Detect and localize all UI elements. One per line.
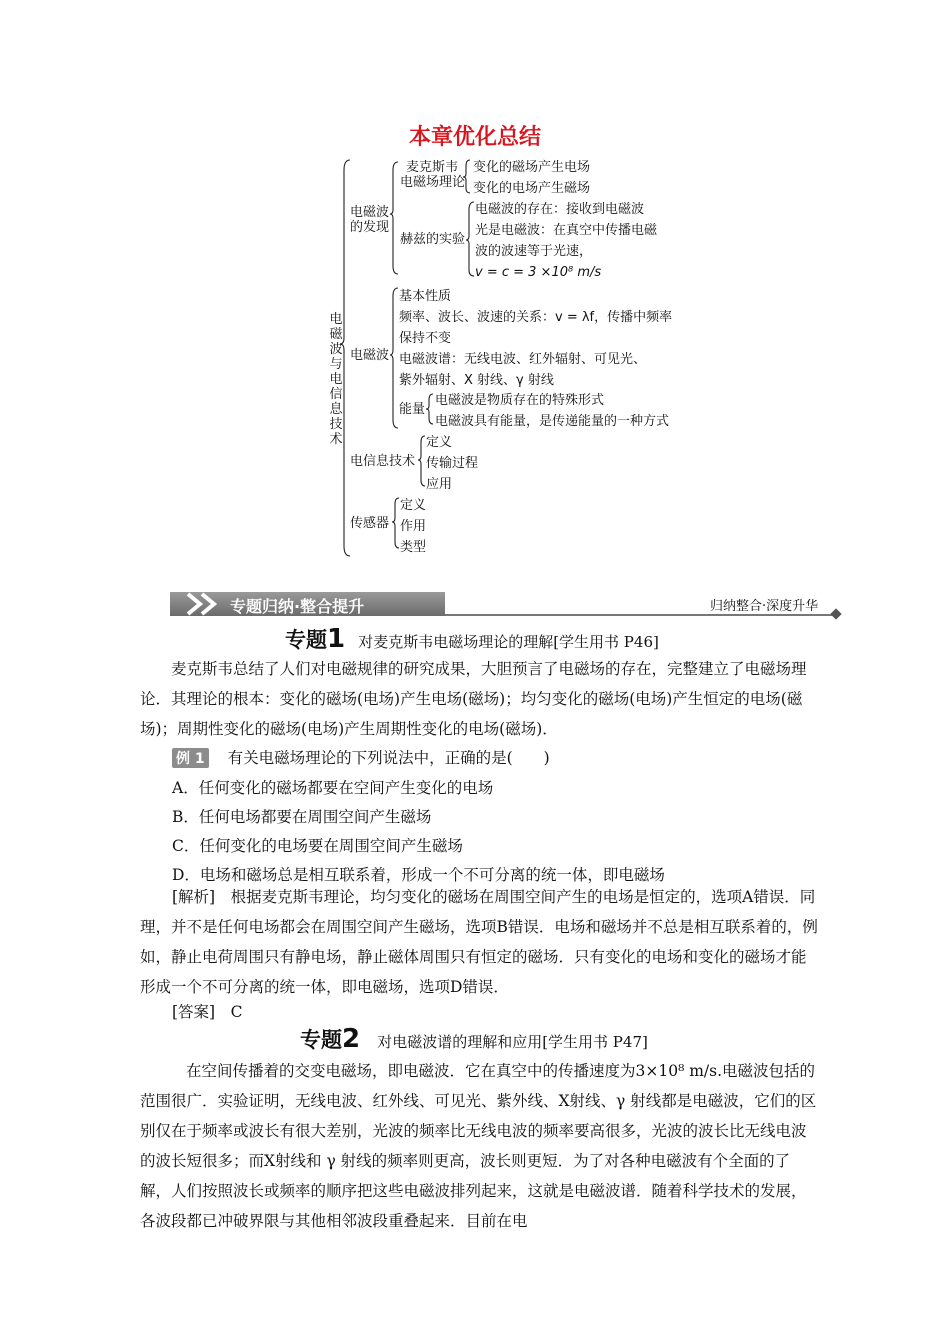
option-c: C．任何变化的电场要在周围空间产生磁场 [172,837,463,855]
maxwell-items: 变化的磁场产生电场 变化的电场产生磁场 [473,160,591,196]
infotech-bracket [418,436,425,486]
wave-bracket [390,288,398,428]
energy-label: 能量 [399,402,426,417]
discovery-label: 电磁波 的发现 [350,205,390,235]
wave-label: 电磁波 [350,348,390,363]
option-a: A．任何变化的磁场都要在空间产生变化的电场 [172,779,494,797]
example-analysis: [解析] 根据麦克斯韦理论，均匀变化的磁场在周围空间产生的电场是恒定的，选项A错误．同理，并不是任何电场都会在周围空间产生磁场，选项B错误．电场和磁场并不总是相互联系着的，例如，静止电荷周围只有静电场，静止磁体周围只有恒定的磁场．只有变化的电场和变化的磁场才能形成一个不可分离的统一体，即电磁场，选项D错误． [140,888,818,996]
topic1-heading: 专题1 对麦克斯韦电磁场理论的理解[学生用书 P46] [285,624,659,654]
topic2-body: 在空间传播着的交变电磁场，即电磁波．它在真空中的传播速度为3×10⁸ m/s.电磁波包括的范围很广．实验证明，无线电波、红外线、可见光、紫外线、X射线、γ 射线都是电磁波，它们的区别仅在于频率或波长有很大差别，光波的频率比无线电波的频率要高很多，光波的波长比无线电波的波长短很多；而X射线和 γ 射线的频率则更高，波长则更短．为了对各种电磁波有个全面的了解，人们按照波长或频率的顺序把这些电磁波排列起来，这就是电磁波谱．随着科学技术的发展，各波段都已冲破界限与其他相邻波段重叠起来．目前在电 [140,1062,817,1230]
hertz-items: 电磁波的存在：接收到电磁波 光是电磁波：在真空中传播电磁 波的波速等于光速， v = c = 3 ×10⁸ m/s [475,202,658,280]
banner-rule [445,614,835,616]
page-title: 本章优化总结 [408,125,541,150]
hertz-label: 赫兹的实验 [400,232,466,247]
topic1-body: 麦克斯韦总结了人们对电磁规律的研究成果，大胆预言了电磁场的存在，完整建立了电磁场理论．其理论的根本：变化的磁场(电场)产生电场(磁场)；均匀变化的磁场(电场)产生恒定的电场(磁场)；周期性变化的磁场(电场)产生周期性变化的电场(磁场)． [140,660,807,738]
mindmap-root: 电磁波与电信息技术 [329,312,343,447]
maxwell-label: 麦克斯韦 电磁场理论 [400,160,466,190]
banner-title: 专题归纳·整合提升 [230,597,365,616]
example-badge: 例 1 [172,748,209,768]
banner-subtitle: 归纳整合·深度升华 [710,599,819,614]
infotech-label: 电信息技术 [350,454,416,469]
energy-items: 电磁波是物质存在的特殊形式 电磁波具有能量，是传递能量的一种方式 [435,393,670,429]
example-answer: [答案] C [172,1003,243,1021]
sensor-items: 定义 作用 类型 [400,498,427,555]
diamond-icon [830,608,841,619]
topic2-heading: 专题2 对电磁波谱的理解和应用[学生用书 P47] [300,1024,648,1054]
option-b: B．任何电场都要在周围空间产生磁场 [172,808,432,826]
hertz-bracket [466,202,474,276]
infotech-items: 定义 传输过程 应用 [426,435,479,492]
example-question: 例 1 有关电磁场理论的下列说法中，正确的是( ) [172,746,550,768]
energy-bracket [426,394,433,424]
section-banner [170,592,840,618]
sensor-label: 传感器 [350,516,390,531]
banner-bar [170,592,445,616]
option-d: D．电场和磁场总是相互联系着，形成一个不可分离的统一体，即电磁场 [172,866,665,884]
discovery-bracket [390,162,398,274]
wave-items: 基本性质 频率、波长、波速的关系：v = λf，传播中频率 保持不变 电磁波谱：无线电波、红外辐射、可见光、 紫外辐射、X 射线、γ 射线 [399,289,673,388]
sensor-bracket [392,498,399,548]
